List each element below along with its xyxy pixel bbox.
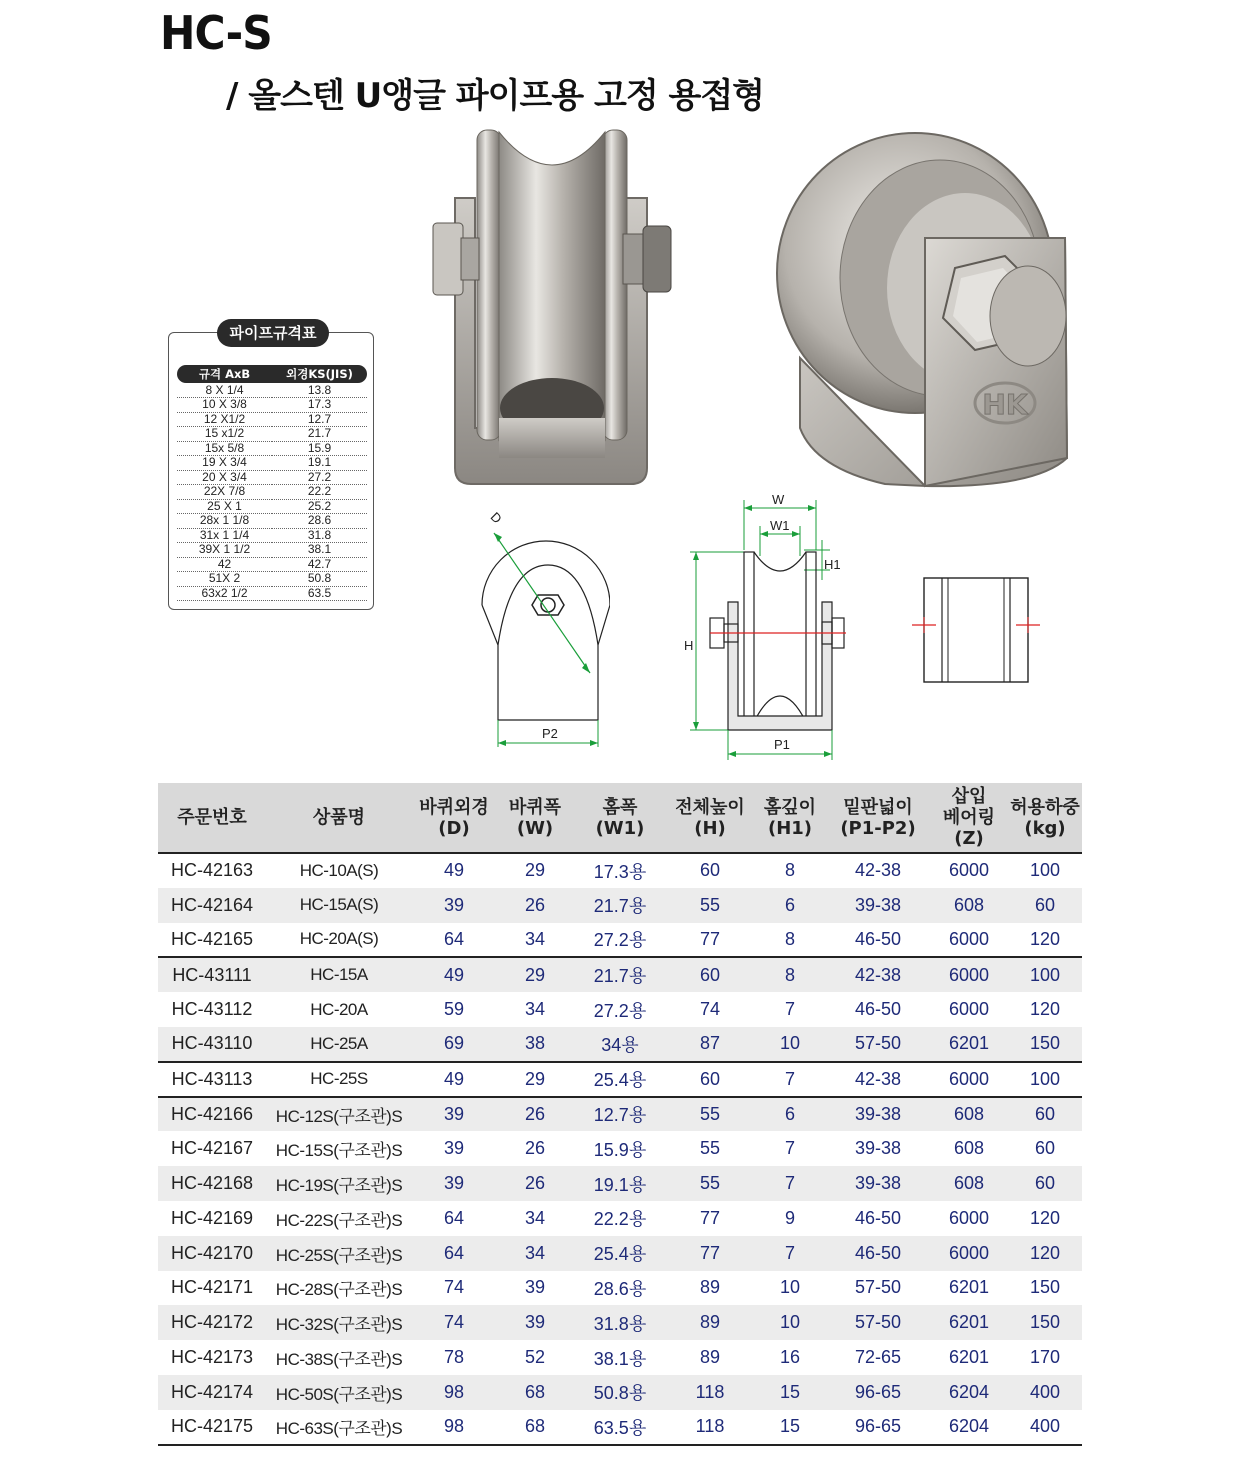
order-number-cell: HC-42166 [158, 1097, 266, 1132]
spec-value-cell: 72-65 [854, 1347, 902, 1368]
spec-value-cell: 26 [496, 888, 574, 923]
pipe-spec-row [177, 441, 367, 456]
spec-value-cell: 60 [666, 1062, 754, 1097]
spec-value-cell: 68 [496, 1410, 574, 1445]
spec-value-cell: 7 [754, 1062, 826, 1097]
pipe-size-cell: 8 X 1/4 [177, 383, 272, 398]
model-title: HC-S [160, 6, 272, 60]
pipe-od-cell: 42.7 [272, 557, 367, 572]
spec-value-cell: 74 [443, 1277, 465, 1298]
pipe-size-cell: 22X 7/8 [177, 485, 272, 500]
spec-value-cell: 39 [524, 1277, 546, 1298]
spec-value-cell: 6000 [930, 957, 1008, 992]
pipe-od-cell: 38.1 [272, 543, 367, 558]
dim-h1-label: H1 [824, 557, 841, 572]
spec-value-cell: 46-50 [854, 1207, 902, 1228]
pipe-spec-body [177, 383, 367, 601]
spec-value-cell: 150 [1008, 1305, 1082, 1340]
spec-value-cell: 150 [1008, 1027, 1082, 1062]
spec-value-cell: 118 [666, 1410, 754, 1445]
spec-value-cell: 77 [699, 1207, 721, 1228]
spec-value-cell: 87 [666, 1027, 754, 1062]
spec-value-cell: 89 [699, 1277, 721, 1298]
dim-p2-label: P2 [542, 726, 558, 741]
spec-value-cell: 6201 [948, 1277, 990, 1298]
spec-value-cell: 7 [754, 1166, 826, 1201]
order-number-cell: HC-42172 [158, 1305, 266, 1340]
spec-value-cell: 6204 [930, 1375, 1008, 1410]
pipe-od-cell: 19.1 [272, 456, 367, 471]
pipe-spec-row [177, 485, 367, 500]
header-total-height [666, 783, 754, 853]
table-row [158, 1166, 1082, 1201]
spec-value-cell: 64 [443, 928, 465, 949]
spec-value-cell: 120 [1008, 1236, 1082, 1271]
pipe-size-cell: 25 X 1 [177, 499, 272, 514]
spec-value-cell: 15 [754, 1375, 826, 1410]
spec-value-cell: 120 [1029, 928, 1061, 949]
dim-h-label: H [684, 638, 694, 653]
order-number-cell: HC-43112 [171, 999, 253, 1020]
spec-value-cell: 26 [524, 1138, 546, 1159]
pipe-od-cell: 31.8 [272, 528, 367, 543]
header-groove-width [574, 783, 666, 853]
header-text: 전체높이 [675, 796, 745, 818]
spec-value-cell: 34 [524, 999, 546, 1020]
spec-value-cell: 27.2용 [593, 1000, 647, 1021]
pipe-spec-box [168, 324, 374, 610]
spec-value-cell: 60 [1034, 1138, 1056, 1159]
section-view-drawing [680, 490, 850, 765]
spec-table-header-row [158, 783, 1082, 853]
spec-value-cell: 55 [699, 1138, 721, 1159]
spec-table-body [158, 853, 1082, 1445]
spec-value-cell: 64 [412, 1236, 496, 1271]
header-text: 상품명 [312, 807, 366, 828]
product-name-cell: HC-22S(구조관)S [275, 1210, 403, 1230]
header-text: (H1) [767, 817, 813, 839]
spec-value-cell: 57-50 [854, 1277, 902, 1298]
product-name-cell: HC-32S(구조관)S [266, 1305, 412, 1340]
spec-value-cell: 39-38 [826, 1097, 930, 1132]
pipe-od-cell: 21.7 [272, 427, 367, 442]
spec-value-cell: 49 [443, 860, 465, 881]
pipe-spec-row [177, 586, 367, 601]
spec-value-cell: 15 [754, 1410, 826, 1445]
spec-value-cell: 42-38 [826, 957, 930, 992]
spec-value-cell: 55 [666, 1097, 754, 1132]
product-name-cell: HC-50S(구조관)S [266, 1375, 412, 1410]
product-name-cell: HC-19S(구조관)S [266, 1166, 412, 1201]
header-text: (kg) [1024, 817, 1066, 839]
pipe-size-cell: 39X 1 1/2 [177, 543, 272, 558]
spec-value-cell: 38.1용 [593, 1348, 647, 1369]
wheel-side-photo [425, 128, 675, 488]
spec-value-cell: 25.4용 [574, 1062, 666, 1097]
header-text: (H) [694, 817, 726, 839]
header-order-no [158, 783, 266, 853]
spec-value-cell: 25.4용 [574, 1236, 666, 1271]
pipe-size-cell: 42 [177, 557, 272, 572]
spec-value-cell: 170 [1029, 1347, 1061, 1368]
spec-value-cell: 57-50 [826, 1027, 930, 1062]
table-row [158, 1097, 1082, 1132]
spec-value-cell: 59 [443, 999, 465, 1020]
spec-value-cell: 118 [666, 1375, 754, 1410]
header-text: 베어링 [942, 807, 996, 828]
spec-value-cell: 39 [443, 1138, 465, 1159]
spec-value-cell: 6000 [948, 860, 990, 881]
product-name-cell: HC-10A(S) [299, 860, 379, 880]
pipe-spec-row [177, 528, 367, 543]
spec-value-cell: 6000 [930, 1236, 1008, 1271]
spec-value-cell: 100 [1008, 1062, 1082, 1097]
spec-value-cell: 7 [784, 999, 795, 1020]
spec-value-cell: 6201 [930, 1027, 1008, 1062]
pipe-size-cell: 15x 5/8 [177, 441, 272, 456]
product-name-cell: HC-25A [266, 1027, 412, 1062]
spec-value-cell: 10 [754, 1305, 826, 1340]
product-spec-table [158, 783, 1082, 1446]
spec-value-cell: 60 [1008, 1166, 1082, 1201]
spec-value-cell: 34 [496, 1236, 574, 1271]
header-text: (P1-P2) [840, 817, 916, 839]
table-row [158, 1236, 1082, 1271]
pipe-spec-row [177, 456, 367, 471]
spec-value-cell: 400 [1008, 1375, 1082, 1410]
spec-value-cell: 6000 [948, 999, 990, 1020]
order-number-cell: HC-42168 [158, 1166, 266, 1201]
spec-value-cell: 39-38 [826, 888, 930, 923]
order-number-cell: HC-42169 [170, 1207, 254, 1228]
spec-value-cell: 15.9용 [593, 1139, 647, 1160]
header-load [1008, 783, 1082, 853]
spec-value-cell: 98 [412, 1375, 496, 1410]
spec-value-cell: 6000 [948, 928, 990, 949]
spec-value-cell: 63.5용 [574, 1410, 666, 1445]
pipe-size-cell: 63x2 1/2 [177, 586, 272, 601]
pipe-spec-row [177, 427, 367, 442]
pipe-spec-row [177, 514, 367, 529]
spec-value-cell: 6201 [930, 1305, 1008, 1340]
pipe-spec-table [177, 365, 367, 601]
spec-value-cell: 34용 [574, 1027, 666, 1062]
spec-value-cell: 38 [496, 1027, 574, 1062]
spec-value-cell: 42-38 [854, 860, 902, 881]
order-number-cell: HC-43110 [158, 1027, 266, 1062]
spec-value-cell: 77 [699, 928, 721, 949]
spec-value-cell: 96-65 [826, 1375, 930, 1410]
spec-value-cell: 6 [754, 888, 826, 923]
header-text: 주문번호 [177, 807, 247, 828]
spec-value-cell: 608 [930, 888, 1008, 923]
order-number-cell: HC-42171 [170, 1277, 254, 1298]
table-row [158, 923, 1082, 958]
product-name-cell: HC-12S(구조관)S [266, 1097, 412, 1132]
product-name-cell: HC-25S(구조관)S [266, 1236, 412, 1271]
pipe-size-cell: 51X 2 [177, 572, 272, 587]
product-name-cell: HC-28S(구조관)S [275, 1280, 403, 1300]
order-number-cell: HC-42163 [170, 860, 254, 881]
order-number-cell: HC-42175 [158, 1410, 266, 1445]
header-bearing [930, 783, 1008, 853]
spec-value-cell: 46-50 [854, 999, 902, 1020]
spec-value-cell: 608 [930, 1166, 1008, 1201]
spec-value-cell: 17.3용 [593, 861, 647, 882]
header-wheel-diameter [412, 783, 496, 853]
spec-value-cell: 27.2용 [593, 930, 647, 951]
pipe-spec-row [177, 543, 367, 558]
order-number-cell: HC-43111 [158, 957, 266, 992]
table-row [158, 1340, 1082, 1375]
table-row [158, 1027, 1082, 1062]
spec-value-cell: 57-50 [826, 1305, 930, 1340]
header-wheel-width [496, 783, 574, 853]
spec-value-cell: 9 [784, 1207, 795, 1228]
header-text: 허용하중 [1010, 796, 1080, 818]
header-text: (D) [438, 817, 470, 839]
pipe-spec-header-row [177, 365, 367, 383]
hk-logo: HK [982, 388, 1028, 421]
spec-value-cell: 64 [443, 1207, 465, 1228]
table-row [158, 1271, 1082, 1306]
pipe-spec-row [177, 572, 367, 587]
order-number-cell: HC-42164 [158, 888, 266, 923]
spec-value-cell: 6204 [930, 1410, 1008, 1445]
product-name-cell: HC-63S(구조관)S [266, 1410, 412, 1445]
spec-value-cell: 55 [666, 888, 754, 923]
table-row [158, 1305, 1082, 1340]
pipe-od-cell: 28.6 [272, 514, 367, 529]
pipe-od-cell: 27.2 [272, 470, 367, 485]
spec-value-cell: 608 [930, 1097, 1008, 1132]
spec-value-cell: 150 [1029, 1277, 1061, 1298]
spec-value-cell: 8 [754, 957, 826, 992]
order-number-cell: HC-42170 [158, 1236, 266, 1271]
order-number-cell: HC-42173 [170, 1347, 254, 1368]
header-text: (W1) [595, 817, 645, 839]
spec-value-cell: 6000 [948, 1207, 990, 1228]
spec-value-cell: 46-50 [854, 928, 902, 949]
table-row [158, 1131, 1082, 1166]
spec-value-cell: 8 [784, 928, 795, 949]
dim-w1-label: W1 [770, 518, 790, 533]
header-text: 삽입 [951, 786, 987, 807]
pipe-od-cell: 63.5 [272, 586, 367, 601]
spec-value-cell: 60 [699, 860, 721, 881]
product-name-cell: HC-15A(S) [266, 888, 412, 923]
pipe-spec-col-size: 규격 AxB [177, 365, 272, 383]
top-view-drawing [912, 575, 1042, 685]
spec-value-cell: 26 [496, 1166, 574, 1201]
header-base-width [826, 783, 930, 853]
spec-value-cell: 96-65 [826, 1410, 930, 1445]
spec-value-cell: 22.2용 [593, 1209, 647, 1230]
pipe-spec-title: 파이프규격표 [217, 319, 329, 347]
spec-value-cell: 49 [412, 957, 496, 992]
dim-p1-label: P1 [774, 737, 790, 752]
pipe-size-cell: 15 x1/2 [177, 427, 272, 442]
spec-value-cell: 89 [699, 1347, 721, 1368]
spec-value-cell: 42-38 [826, 1062, 930, 1097]
pipe-od-cell: 50.8 [272, 572, 367, 587]
dim-w-label: W [772, 492, 785, 507]
header-text: 밑판넓이 [843, 796, 913, 818]
spec-value-cell: 26 [496, 1097, 574, 1132]
spec-value-cell: 49 [412, 1062, 496, 1097]
header-text: 홈깊이 [763, 796, 817, 818]
spec-value-cell: 60 [1008, 888, 1082, 923]
spec-value-cell: 39-38 [826, 1166, 930, 1201]
header-text: 바퀴폭 [508, 796, 562, 818]
product-name-cell: HC-20A [310, 999, 368, 1019]
product-name-cell: HC-38S(구조관)S [275, 1350, 403, 1370]
pipe-spec-row [177, 412, 367, 427]
pipe-size-cell: 19 X 3/4 [177, 456, 272, 471]
spec-value-cell: 39 [412, 1166, 496, 1201]
spec-value-cell: 6201 [948, 1347, 990, 1368]
table-row [158, 1375, 1082, 1410]
spec-value-cell: 6 [754, 1097, 826, 1132]
header-text: 홈폭 [602, 796, 638, 818]
product-name-cell: HC-15S(구조관)S [275, 1141, 403, 1161]
spec-value-cell: 16 [779, 1347, 801, 1368]
spec-value-cell: 39-38 [854, 1138, 902, 1159]
spec-value-cell: 29 [496, 957, 574, 992]
header-text: (W) [516, 817, 554, 839]
order-number-cell: HC-43113 [158, 1062, 266, 1097]
table-row [158, 853, 1082, 888]
spec-value-cell: 100 [1029, 860, 1061, 881]
pipe-spec-row [177, 499, 367, 514]
pipe-spec-col-od: 외경KS(JIS) [272, 365, 367, 383]
pipe-od-cell: 12.7 [272, 412, 367, 427]
spec-value-cell: 29 [524, 860, 546, 881]
table-row [158, 1201, 1082, 1236]
order-number-cell: HC-42165 [170, 928, 254, 949]
spec-value-cell: 608 [953, 1138, 985, 1159]
spec-value-cell: 60 [1008, 1097, 1082, 1132]
spec-value-cell: 10 [754, 1027, 826, 1062]
spec-value-cell: 68 [496, 1375, 574, 1410]
pipe-size-cell: 28x 1 1/8 [177, 514, 272, 529]
header-product-name [266, 783, 412, 853]
spec-value-cell: 19.1용 [574, 1166, 666, 1201]
order-number-cell: HC-42174 [158, 1375, 266, 1410]
pipe-size-cell: 10 X 3/8 [177, 398, 272, 413]
spec-value-cell: 74 [699, 999, 721, 1020]
table-row [158, 957, 1082, 992]
spec-value-cell: 52 [524, 1347, 546, 1368]
pipe-spec-row [177, 470, 367, 485]
spec-value-cell: 50.8용 [574, 1375, 666, 1410]
spec-value-cell: 39 [496, 1305, 574, 1340]
dim-d-label: D [487, 509, 505, 527]
spec-value-cell: 98 [412, 1410, 496, 1445]
spec-value-cell: 6000 [930, 1062, 1008, 1097]
spec-value-cell: 7 [754, 1236, 826, 1271]
table-row [158, 992, 1082, 1027]
spec-value-cell: 120 [1029, 1207, 1061, 1228]
header-groove-depth [754, 783, 826, 853]
pipe-size-cell: 20 X 3/4 [177, 470, 272, 485]
table-row [158, 1410, 1082, 1445]
spec-value-cell: 77 [666, 1236, 754, 1271]
pipe-od-cell: 15.9 [272, 441, 367, 456]
spec-value-cell: 89 [666, 1305, 754, 1340]
spec-value-cell: 39 [412, 888, 496, 923]
spec-value-cell: 7 [784, 1138, 795, 1159]
product-name-cell: HC-15A [266, 957, 412, 992]
spec-value-cell: 69 [412, 1027, 496, 1062]
spec-value-cell: 8 [784, 860, 795, 881]
pipe-od-cell: 17.3 [272, 398, 367, 413]
spec-value-cell: 46-50 [826, 1236, 930, 1271]
spec-value-cell: 120 [1029, 999, 1061, 1020]
pipe-spec-row [177, 398, 367, 413]
spec-value-cell: 78 [443, 1347, 465, 1368]
spec-value-cell: 12.7용 [574, 1097, 666, 1132]
spec-value-cell: 28.6용 [593, 1278, 647, 1299]
spec-value-cell: 39 [412, 1097, 496, 1132]
spec-value-cell: 60 [666, 957, 754, 992]
spec-value-cell: 10 [779, 1277, 801, 1298]
pipe-spec-row [177, 557, 367, 572]
spec-value-cell: 74 [412, 1305, 496, 1340]
spec-value-cell: 55 [666, 1166, 754, 1201]
page-subtitle: / 올스텐 U앵글 파이프용 고정 용접형 [226, 76, 765, 116]
pipe-size-cell: 31x 1 1/4 [177, 528, 272, 543]
pipe-od-cell: 13.8 [272, 383, 367, 398]
spec-value-cell: 29 [496, 1062, 574, 1097]
spec-value-cell: 31.8용 [574, 1305, 666, 1340]
spec-value-cell: 21.7용 [574, 957, 666, 992]
pipe-od-cell: 22.2 [272, 485, 367, 500]
spec-value-cell: 21.7용 [574, 888, 666, 923]
product-name-cell: HC-20A(S) [299, 929, 379, 949]
header-text: 바퀴외경 [419, 796, 489, 818]
header-text: (Z) [954, 828, 984, 849]
wheel-perspective-photo [775, 128, 1075, 490]
order-number-cell: HC-42167 [170, 1138, 254, 1159]
pipe-size-cell: 12 X1/2 [177, 412, 272, 427]
front-view-drawing [480, 505, 610, 755]
spec-value-cell: 100 [1008, 957, 1082, 992]
table-row [158, 1062, 1082, 1097]
spec-value-cell: 34 [524, 928, 546, 949]
spec-value-cell: 400 [1008, 1410, 1082, 1445]
pipe-spec-row [177, 383, 367, 398]
pipe-od-cell: 25.2 [272, 499, 367, 514]
spec-value-cell: 34 [524, 1207, 546, 1228]
product-name-cell: HC-25S [266, 1062, 412, 1097]
table-row [158, 888, 1082, 923]
